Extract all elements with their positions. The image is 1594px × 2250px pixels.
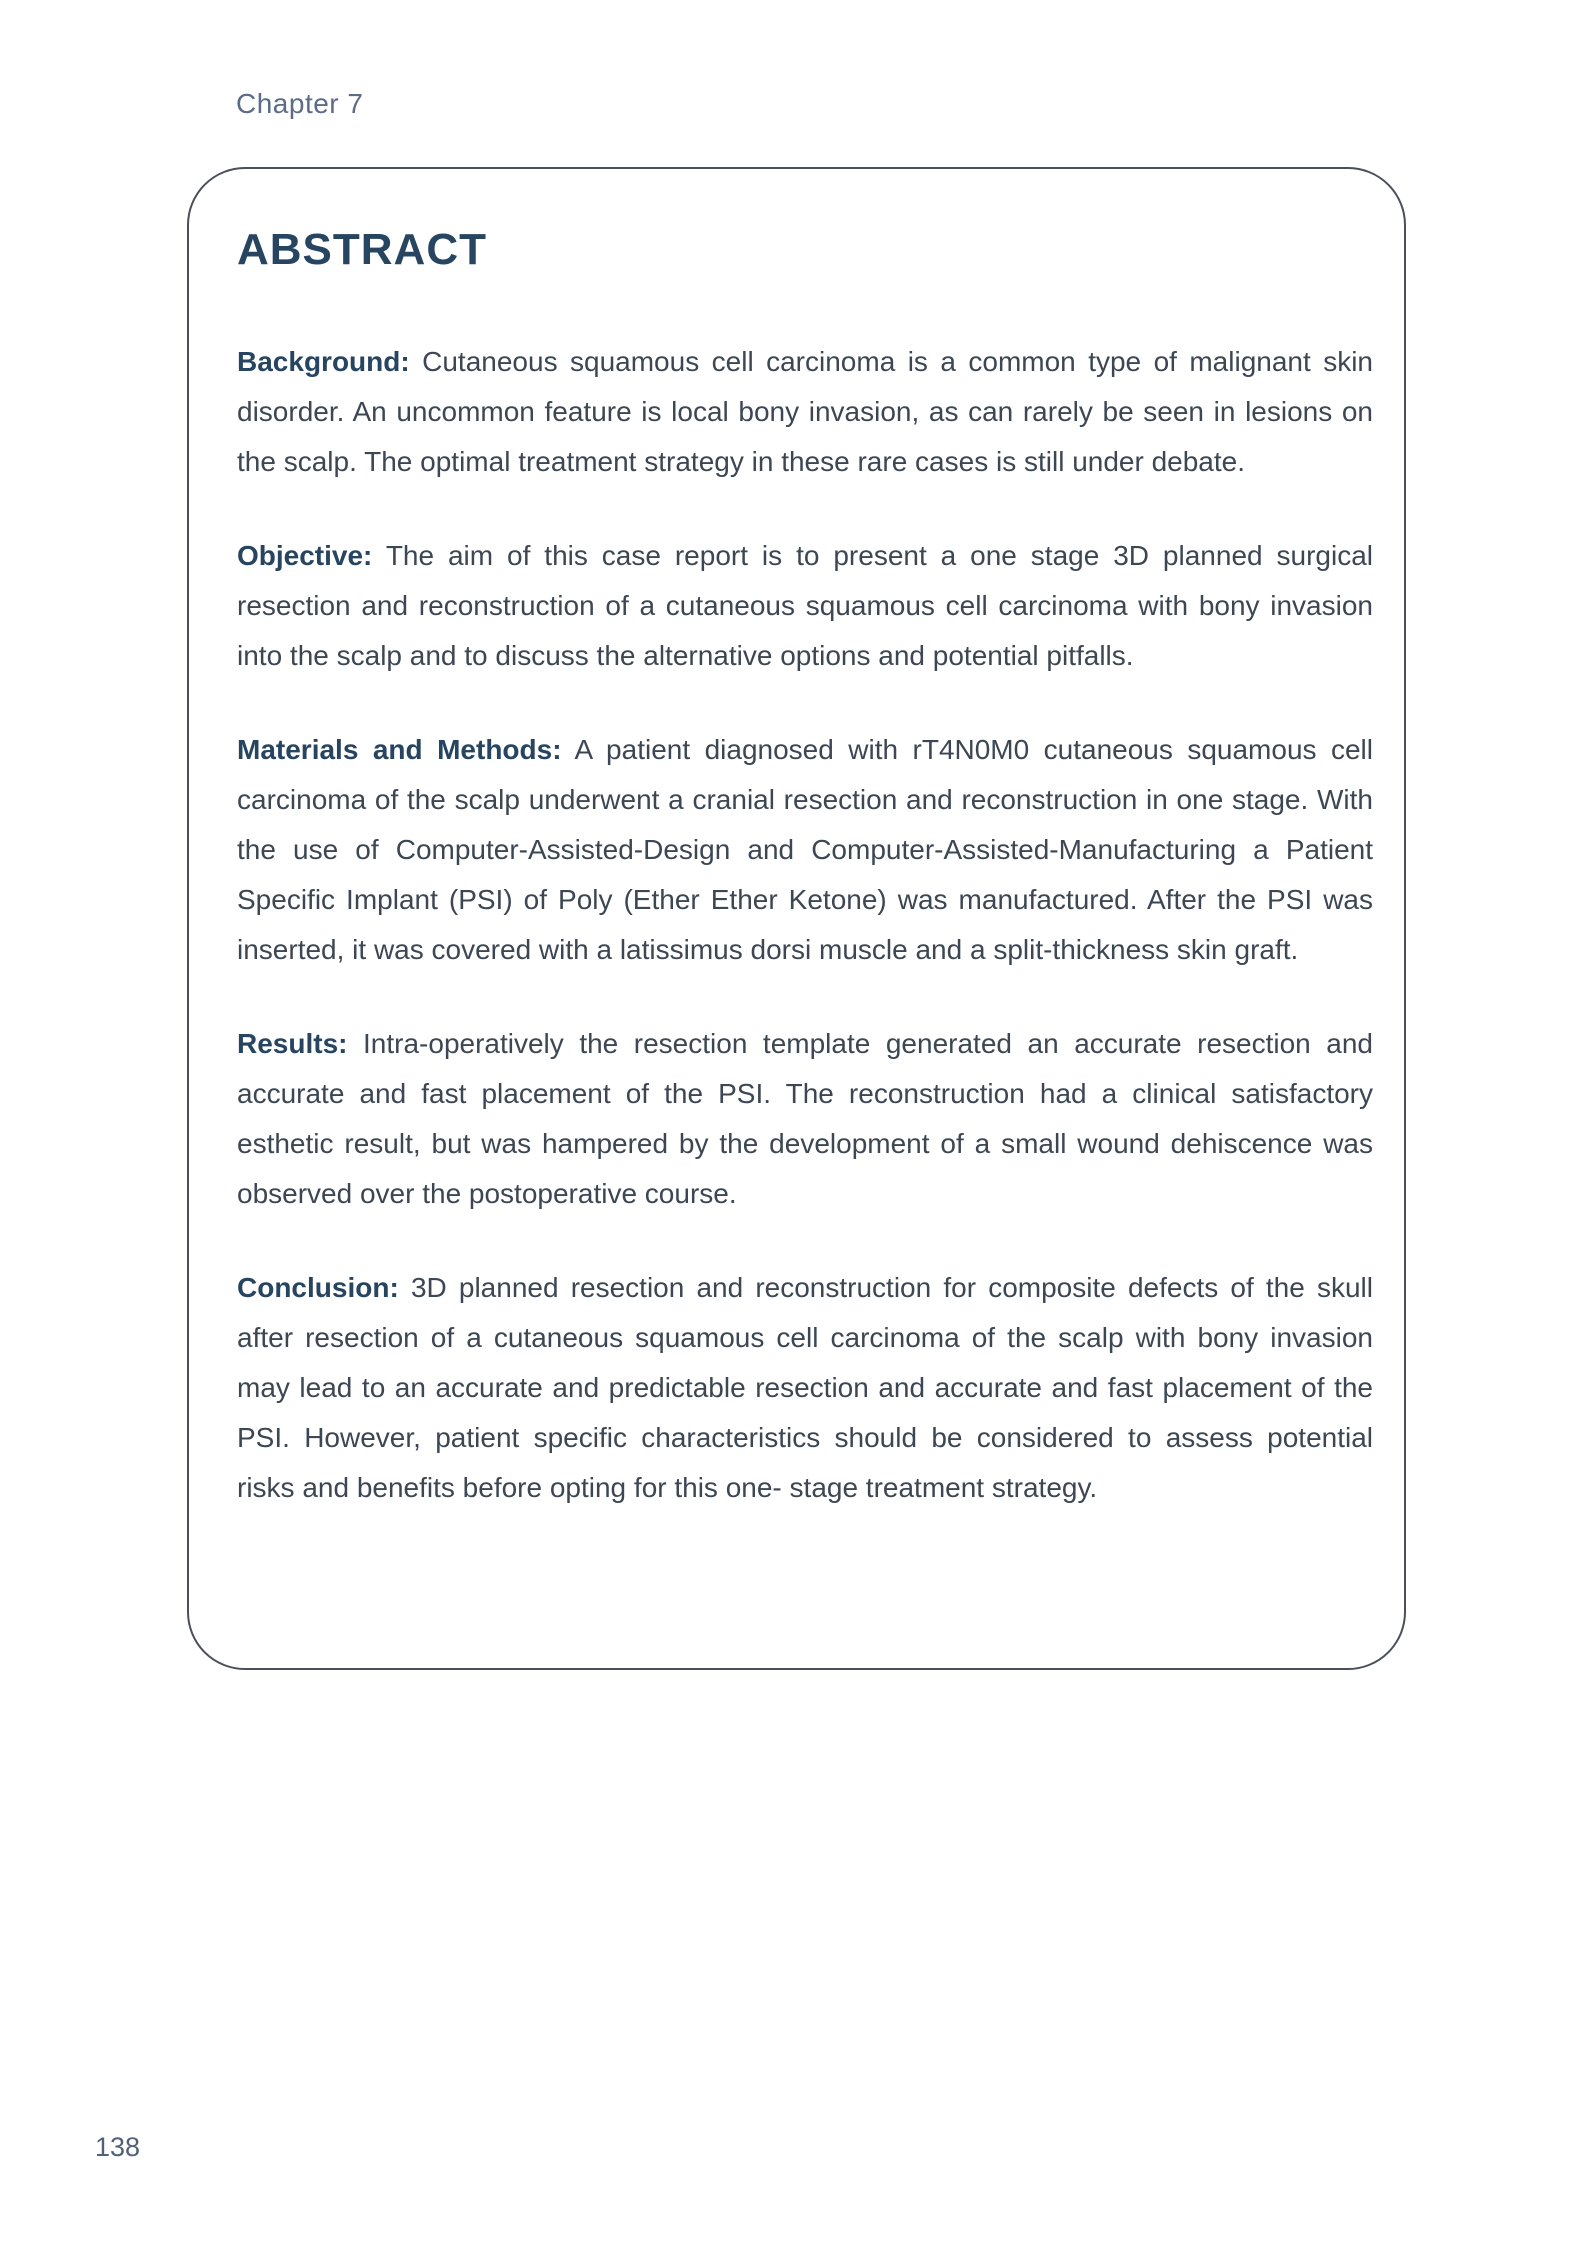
abstract-box [187, 167, 1406, 1670]
abstract-title: ABSTRACT [237, 225, 487, 274]
section-materials-methods-text: A patient diagnosed with rT4N0M0 cutaneous squamous cell carcinoma of the scalp underwent a cranial resection and reconstruction in one stage. With the use of Computer-Assisted-Design and Computer-Assisted-Manufacturing a Patient Specific Implant (PSI) of Poly (Ether Ether Ketone) was manufactured. After the PSI was inserted, it was covered with a latissimus dorsi muscle and a split-thickness skin graft. [237, 734, 1373, 965]
section-materials-methods [237, 725, 1373, 975]
section-background-label: Background: [237, 346, 410, 377]
page-number: 138 [95, 2132, 141, 2162]
abstract-sections [237, 337, 1373, 1513]
section-results [237, 1019, 1373, 1219]
section-conclusion-text: 3D planned resection and reconstruction for composite defects of the skull after resection of a cutaneous squamous cell carcinoma of the scalp with bony invasion may lead to an accurate and predictable resection and accurate and fast placement of the PSI. However, patient specific characteristics should be considered to assess potential risks and benefits before opting for this one- stage treatment strategy. [237, 1272, 1374, 1503]
section-background [237, 337, 1373, 487]
section-materials-methods-label: Materials and Methods: [237, 734, 562, 765]
chapter-label: Chapter 7 [236, 88, 364, 119]
section-objective-text: The aim of this case report is to present a one stage 3D planned surgical resection and reconstruction of a cutaneous squamous cell carcinoma with bony invasion into the scalp and to discuss the alternative options and potential pitfalls. [237, 540, 1373, 671]
section-objective-label: Objective: [237, 540, 373, 571]
section-conclusion [237, 1263, 1373, 1513]
abstract-box-content [189, 169, 1404, 1553]
section-results-label: Results: [237, 1028, 348, 1059]
section-results-text: Intra-operatively the resection template generated an accurate resection and accurate and fast placement of the PSI. The reconstruction had a clinical satisfactory esthetic result, but was hampered by the development of a small wound dehiscence was observed over the postoperative course. [237, 1028, 1373, 1209]
section-background-text: Cutaneous squamous cell carcinoma is a common type of malignant skin disorder. An uncommon feature is local bony invasion, as can rarely be seen in lesions on the scalp. The optimal treatment strategy in these rare cases is still under debate. [237, 346, 1374, 477]
section-objective [237, 531, 1373, 681]
section-conclusion-label: Conclusion: [237, 1272, 399, 1303]
